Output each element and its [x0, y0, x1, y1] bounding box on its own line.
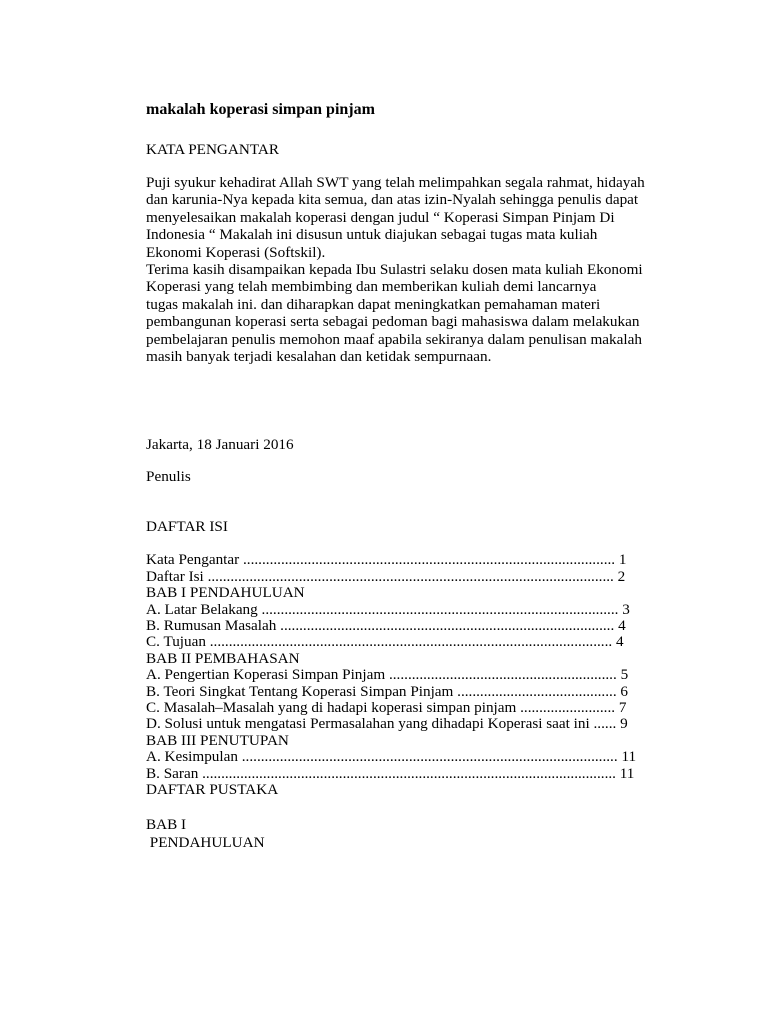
preface-heading: KATA PENGANTAR	[146, 141, 279, 158]
chapter-label: BAB I	[146, 816, 187, 834]
toc-entry: B. Rumusan Masalah ........................................................................................ 4	[146, 617, 626, 635]
spacer	[146, 365, 666, 436]
preface-paragraph-2: Terima kasih disampaikan kepada Ibu Sulastri selaku dosen mata kuliah Ekonomi Koperasi yang telah membimbing dan memberikan kuliah demi lancarnya tugas makalah ini. dan diharapkan dapat meningkatkan pemahaman materi pembangunan koperasi serta sebagai pedoman bagi mahasiswa dalam melakukan pembelajaran penulis memohon maaf apabila sekiranya dalam penulisan makalah masih banyak terjadi kesalahan dan ketidak sempurnaan.	[146, 261, 643, 366]
toc-entry: A. Pengertian Koperasi Simpan Pinjam ............................................................ 5	[146, 666, 629, 684]
spacer	[146, 536, 666, 552]
place-date: Jakarta, 18 Januari 2016	[146, 436, 294, 454]
toc-entry: B. Saran ............................................................................................................. 11	[146, 764, 635, 782]
toc-entry: BAB II PEMBAHASAN	[146, 649, 300, 667]
chapter-title: PENDAHULUAN	[146, 834, 265, 852]
spacer	[146, 159, 666, 174]
document-page	[146, 100, 666, 852]
toc-entry: Kata Pengantar .................................................................................................. 1	[146, 551, 627, 569]
author-label: Penulis	[146, 468, 191, 486]
toc-entry: C. Masalah–Masalah yang di hadapi koperasi simpan pinjam ......................... 7	[146, 698, 627, 716]
document-title: makalah koperasi simpan pinjam	[146, 101, 375, 118]
toc-entry: D. Solusi untuk mengatasi Permasalahan yang dihadapi Koperasi saat ini ...... 9	[146, 715, 628, 733]
spacer	[146, 486, 666, 518]
toc-entry: B. Teori Singkat Tentang Koperasi Simpan Pinjam .......................................... 6	[146, 682, 629, 700]
spacer	[146, 120, 666, 141]
preface-paragraph-1: Puji syukur kehadirat Allah SWT yang telah melimpahkan segala rahmat, hidayah dan karunia-Nya kepada kita semua, dan atas izin-Nyalah sehingga penulis dapat menyelesaikan makalah koperasi dengan judul “ Koperasi Simpan Pinjam Di Indonesia “ Makalah ini disusun untuk diajukan sebagai tugas mata kuliah Ekonomi Koperasi (Softskil).	[146, 174, 645, 261]
spacer	[146, 454, 666, 468]
toc-entry: A. Kesimpulan ................................................................................................... 11	[146, 748, 637, 766]
toc-entry: BAB III PENUTUPAN	[146, 731, 289, 749]
toc-entry: Daftar Isi ........................................................................................................... 2	[146, 567, 626, 585]
toc-entry: A. Latar Belakang .............................................................................................. 3	[146, 600, 630, 618]
toc-entry: BAB I PENDAHULUAN	[146, 584, 305, 602]
table-of-contents	[146, 552, 666, 798]
spacer	[146, 798, 666, 816]
toc-heading: DAFTAR ISI	[146, 518, 228, 536]
toc-entry: C. Tujuan .......................................................................................................... 4	[146, 633, 624, 651]
toc-entry: DAFTAR PUSTAKA	[146, 780, 279, 798]
